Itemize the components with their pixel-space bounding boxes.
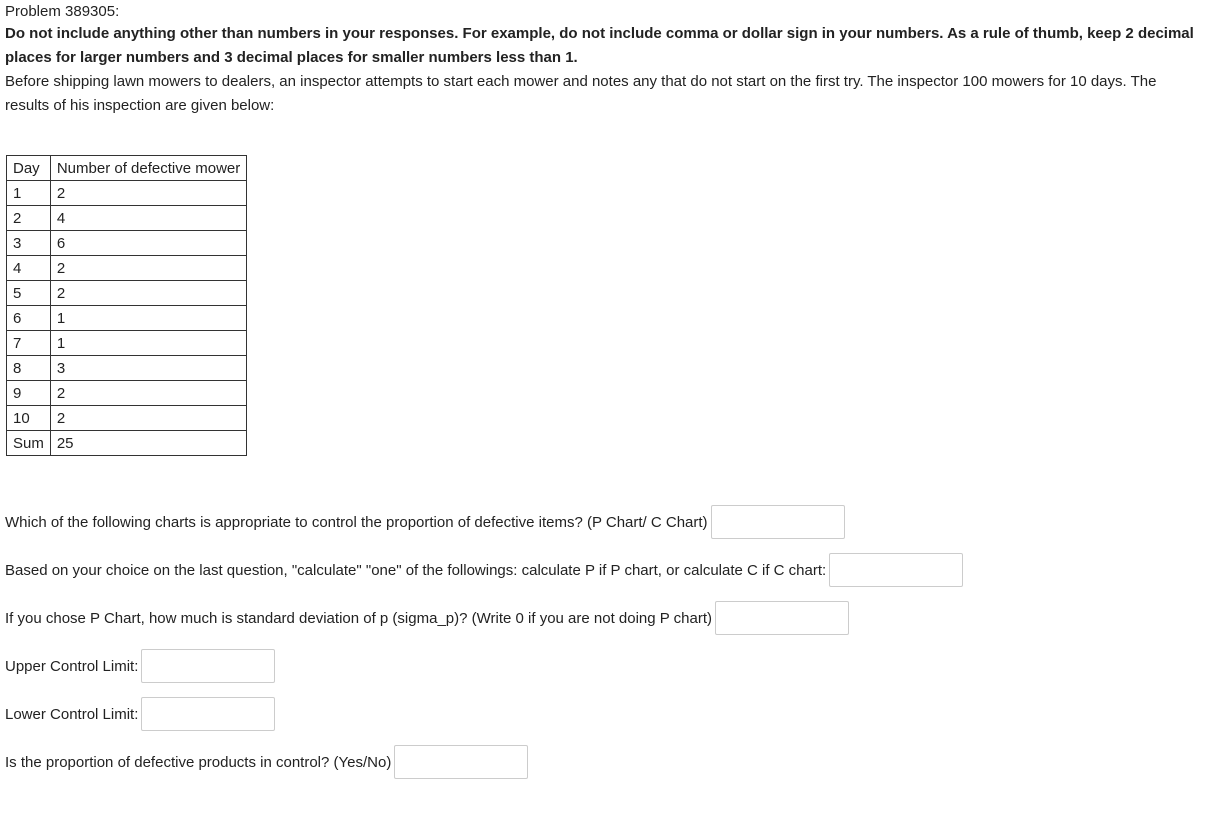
- table-cell-defects: 2: [50, 381, 246, 406]
- table-row: [7, 181, 247, 206]
- table-row: [7, 331, 247, 356]
- question-label: Is the proportion of defective products in control? (Yes/No): [5, 753, 392, 771]
- question-label: Which of the following charts is appropriate to control the proportion of defective items? (P Chart/ C Chart): [5, 513, 708, 531]
- table-row: [7, 406, 247, 431]
- table-row: [7, 281, 247, 306]
- answer-input-in-control[interactable]: [394, 745, 528, 779]
- answer-input-lcl[interactable]: [141, 697, 275, 731]
- question-lcl: [5, 697, 275, 731]
- question-in-control: [5, 745, 528, 779]
- table-cell-defects: 1: [50, 306, 246, 331]
- question-ucl: [5, 649, 275, 683]
- problem-description: Before shipping lawn mowers to dealers, an inspector attempts to start each mower and notes any that do not start on the first try. The inspector 100 mowers for 10 days. The results of his inspection are given below:: [5, 73, 1157, 114]
- table-row: [7, 206, 247, 231]
- table-cell-defects: 3: [50, 356, 246, 381]
- table-cell-day: 9: [7, 381, 51, 406]
- table-row: [7, 256, 247, 281]
- question-label: If you chose P Chart, how much is standard deviation of p (sigma_p)? (Write 0 if you are not doing P chart): [5, 609, 713, 627]
- answer-input-chart-type[interactable]: [711, 505, 845, 539]
- table-cell-day: 3: [7, 231, 51, 256]
- table-cell-defects: 2: [50, 181, 246, 206]
- table-cell-defects: 2: [50, 281, 246, 306]
- table-header-row: [7, 156, 247, 181]
- table-cell-day: 1: [7, 181, 51, 206]
- table-cell-defects: 6: [50, 231, 246, 256]
- table-cell-day: 6: [7, 306, 51, 331]
- question-label: Lower Control Limit:: [5, 705, 139, 723]
- column-header-defects: Number of defective mower: [50, 156, 246, 181]
- table-cell-defects: 2: [50, 406, 246, 431]
- table-cell-day: 8: [7, 356, 51, 381]
- table-row: [7, 381, 247, 406]
- table-cell-defects: 25: [50, 431, 246, 456]
- answer-input-calculate[interactable]: [829, 553, 963, 587]
- instructions-text: Do not include anything other than numbers in your responses. For example, do not include comma or dollar sign in your numbers. As a rule of thumb, keep 2 decimal places for larger numbers and 3 decimal places for smaller numbers less than 1.: [5, 25, 1194, 66]
- answer-input-sigma[interactable]: [715, 601, 849, 635]
- defects-table: [6, 155, 247, 456]
- question-sigma: [5, 601, 849, 635]
- answer-input-ucl[interactable]: [141, 649, 275, 683]
- column-header-day: Day: [7, 156, 51, 181]
- table-row: [7, 431, 247, 456]
- table-cell-day: 7: [7, 331, 51, 356]
- question-label: Based on your choice on the last question, "calculate" "one" of the followings: calculate P if P chart, or calculate C if C chart:: [5, 561, 827, 579]
- table-cell-day: 4: [7, 256, 51, 281]
- table-cell-defects: 4: [50, 206, 246, 231]
- question-chart-type: [5, 505, 845, 539]
- problem-title: Problem 389305:: [5, 3, 120, 20]
- table-row: [7, 306, 247, 331]
- table-cell-defects: 1: [50, 331, 246, 356]
- table-cell-day: Sum: [7, 431, 51, 456]
- table-cell-day: 2: [7, 206, 51, 231]
- table-cell-day: 5: [7, 281, 51, 306]
- question-calculate: [5, 553, 963, 587]
- table-cell-defects: 2: [50, 256, 246, 281]
- table-row: [7, 356, 247, 381]
- table-row: [7, 231, 247, 256]
- question-label: Upper Control Limit:: [5, 657, 139, 675]
- table-cell-day: 10: [7, 406, 51, 431]
